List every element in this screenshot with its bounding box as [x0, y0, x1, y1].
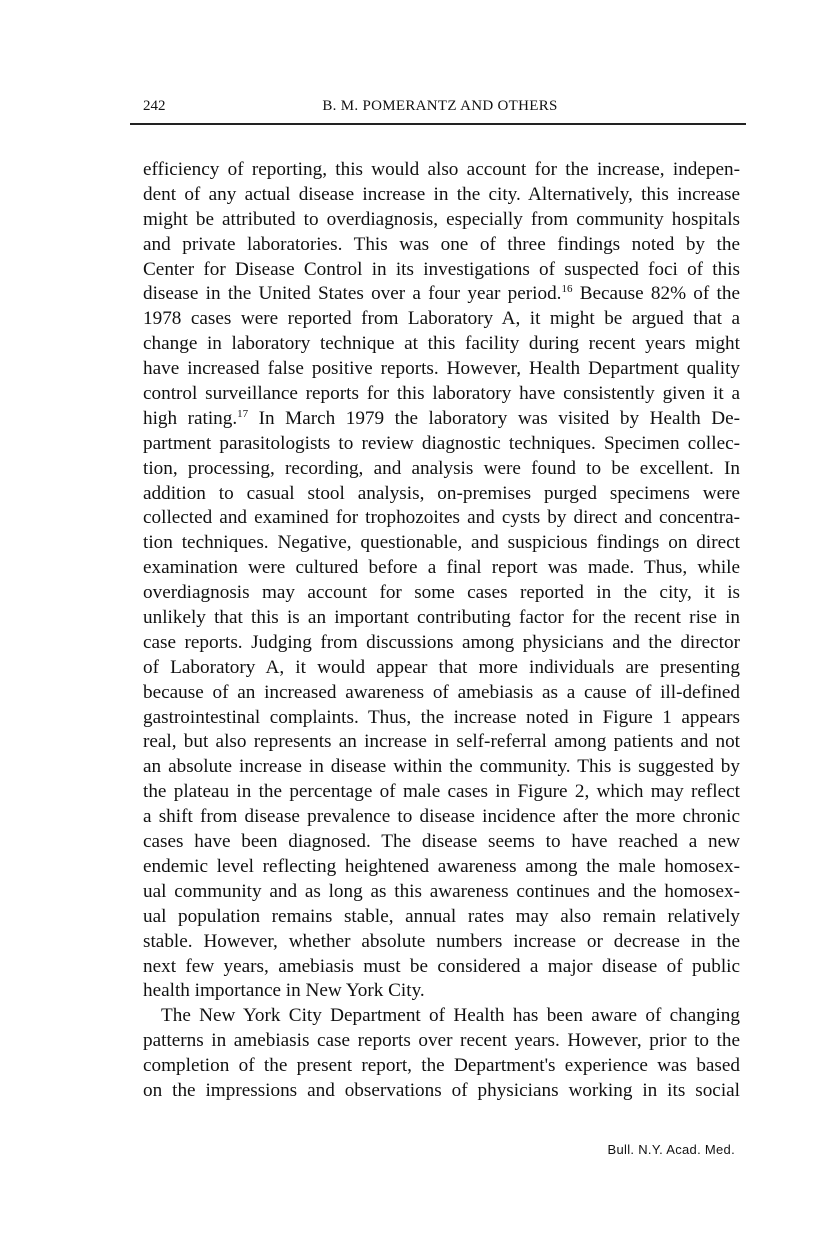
text-segment: 1978 cases were reported from Laboratory A, it might be argued that a — [143, 308, 740, 330]
text-line — [143, 1054, 740, 1079]
reference-superscript: 17 — [237, 407, 249, 420]
running-head: B. M. POMERANTZ AND OTHERS — [322, 98, 558, 114]
text-line — [143, 880, 740, 905]
text-segment: Center for Disease Control in its investigations of suspected foci of this — [143, 258, 740, 280]
text-segment: overdiagnosis may account for some cases reported in the city, it is — [143, 582, 740, 604]
text-segment: completion of the present report, the Department's experience was based — [143, 1055, 740, 1077]
text-segment: high rating. — [143, 407, 238, 429]
text-line — [143, 208, 740, 233]
text-line — [143, 332, 740, 357]
text-segment: on the impressions and observations of physicians working in its social — [143, 1079, 740, 1101]
text-segment: ual community and as long as this awareness continues and the homosex- — [143, 880, 740, 902]
text-segment: a shift from disease prevalence to disease incidence after the more chronic — [143, 806, 740, 828]
journal-footer: Bull. N.Y. Acad. Med. — [607, 1142, 735, 1157]
text-line — [143, 581, 740, 606]
text-segment: change in laboratory technique at this facility during recent years might — [143, 333, 740, 355]
text-segment: tion, processing, recording, and analysis were found to be excellent. In — [143, 457, 740, 479]
text-segment: health importance in New York City. — [143, 980, 425, 1002]
text-segment: The New York City Department of Health has been aware of changing — [161, 1005, 740, 1027]
text-line — [143, 506, 740, 531]
text-segment: real, but also represents an increase in self-referral among patients and not — [143, 731, 740, 753]
text-segment: patterns in amebiasis case reports over recent years. However, prior to the — [143, 1030, 740, 1052]
text-segment: examination were cultured before a final report was made. Thus, while — [143, 557, 740, 579]
text-segment: addition to casual stool analysis, on-premises purged specimens were — [143, 482, 740, 504]
text-segment: Because 82% of the — [572, 283, 740, 305]
text-segment: ual population remains stable, annual rates may also remain relatively — [143, 905, 740, 927]
text-line — [143, 905, 740, 930]
text-line — [143, 357, 740, 382]
text-line — [143, 730, 740, 755]
text-line — [143, 1029, 740, 1054]
text-line — [143, 830, 740, 855]
text-line — [143, 531, 740, 556]
text-segment: tion techniques. Negative, questionable, and suspicious findings on direct — [143, 532, 740, 554]
text-segment: dent of any actual disease increase in the city. Alternatively, this increase — [143, 183, 740, 205]
text-line — [143, 407, 740, 432]
text-line — [143, 656, 740, 681]
text-line — [143, 382, 740, 407]
text-line — [143, 955, 740, 980]
text-line — [143, 855, 740, 880]
text-line — [143, 706, 740, 731]
header-rule — [130, 123, 746, 125]
text-segment: an absolute increase in disease within the community. This is suggested by — [143, 756, 740, 778]
text-line — [143, 606, 740, 631]
text-segment: case reports. Judging from discussions among physicians and the director — [143, 631, 740, 653]
body-text — [143, 158, 740, 1104]
text-segment: efficiency of reporting, this would also account for the increase, indepen- — [143, 159, 740, 180]
text-line — [143, 482, 740, 507]
text-segment: the plateau in the percentage of male cases in Figure 2, which may reflect — [143, 781, 740, 803]
text-line — [143, 233, 740, 258]
text-segment: and private laboratories. This was one of three findings noted by the — [143, 233, 740, 255]
text-segment: control surveillance reports for this laboratory have consistently given it a — [143, 383, 740, 405]
text-line — [143, 979, 740, 1004]
text-line — [143, 681, 740, 706]
text-segment: of Laboratory A, it would appear that more individuals are presenting — [143, 656, 740, 678]
text-segment: because of an increased awareness of amebiasis as a cause of ill-defined — [143, 681, 740, 703]
text-line — [143, 183, 740, 208]
text-line — [143, 780, 740, 805]
text-segment: might be attributed to overdiagnosis, especially from community hospitals — [143, 208, 740, 230]
text-segment: collected and examined for trophozoites and cysts by direct and concentra- — [143, 507, 740, 529]
text-line — [143, 258, 740, 283]
text-line — [143, 457, 740, 482]
text-segment: gastrointestinal complaints. Thus, the increase noted in Figure 1 appears — [143, 706, 740, 728]
text-segment: have increased false positive reports. However, Health Department quality — [143, 358, 740, 380]
text-line — [143, 432, 740, 457]
page-number: 242 — [143, 98, 166, 114]
text-segment: unlikely that this is an important contributing factor for the recent rise in — [143, 607, 740, 629]
text-segment: cases have been diagnosed. The disease seems to have reached a new — [143, 831, 740, 853]
text-line — [143, 631, 740, 656]
text-line — [143, 158, 740, 183]
text-segment: next few years, amebiasis must be considered a major disease of public — [143, 955, 740, 977]
text-segment: disease in the United States over a four year period. — [143, 283, 562, 305]
text-segment: stable. However, whether absolute numbers increase or decrease in the — [143, 930, 740, 952]
text-line — [143, 1004, 740, 1029]
text-segment: partment parasitologists to review diagnostic techniques. Specimen collec- — [143, 432, 740, 454]
text-segment: endemic level reflecting heightened awareness among the male homosex- — [143, 855, 740, 877]
text-line — [143, 307, 740, 332]
text-segment: In March 1979 the laboratory was visited by Health De- — [248, 407, 740, 429]
text-line — [143, 556, 740, 581]
text-line — [143, 755, 740, 780]
text-line — [143, 1079, 740, 1104]
text-line — [143, 805, 740, 830]
text-line — [143, 930, 740, 955]
reference-superscript: 16 — [561, 283, 573, 296]
text-line — [143, 282, 740, 307]
